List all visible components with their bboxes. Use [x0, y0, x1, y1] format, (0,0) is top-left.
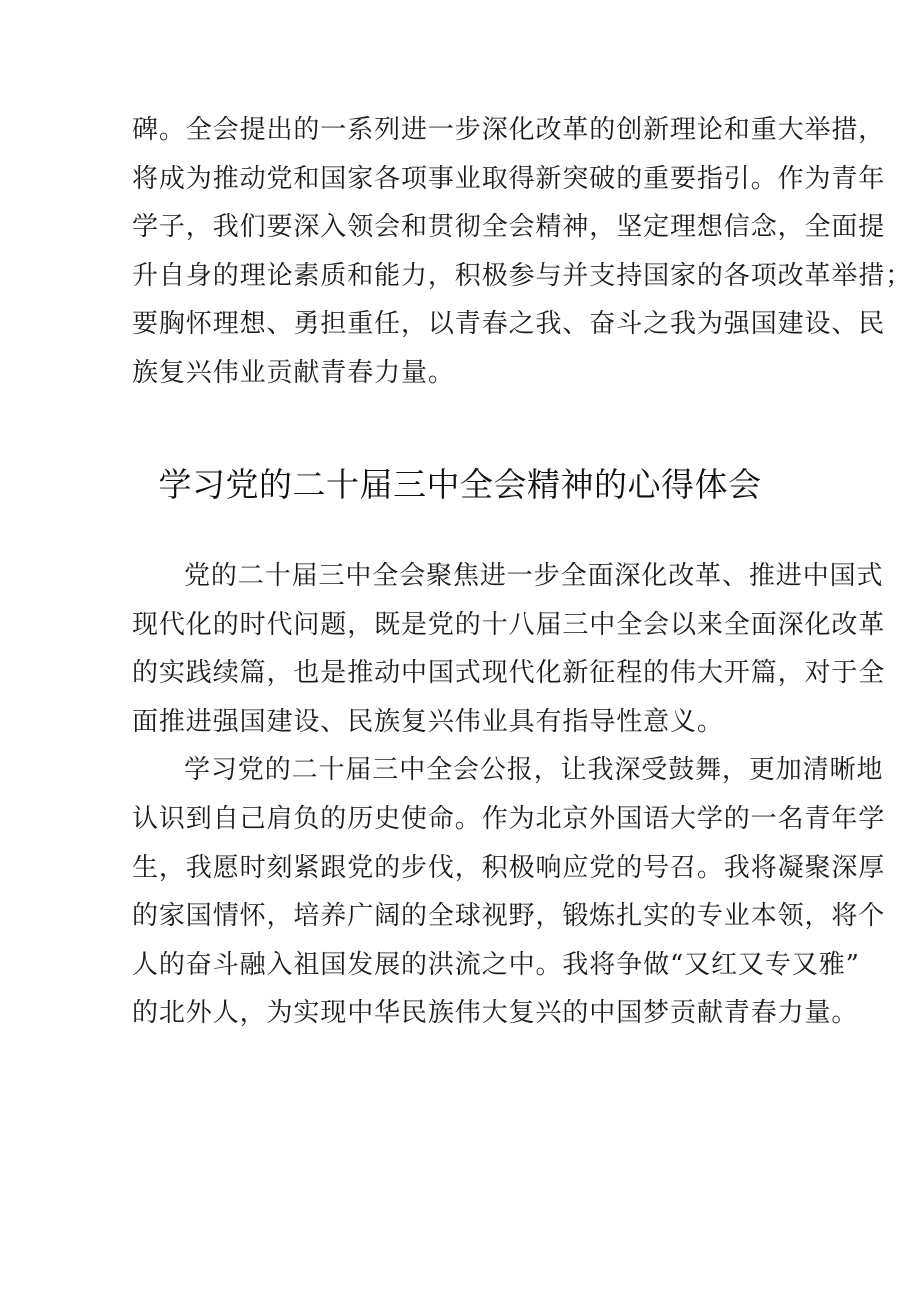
essay-section [132, 552, 886, 1038]
paragraph-line: 族复兴伟业贡献青春力量。 [132, 357, 455, 388]
paragraph-line: 认识到自己肩负的历史使命。作为北京外国语大学的一名青年学 [132, 803, 886, 834]
paragraph-line: 的实践续篇，也是推动中国式现代化新征程的伟大开篇，对于全 [132, 658, 886, 689]
document-title: 学习党的二十届三中全会精神的心得体会 [158, 465, 762, 504]
continued-paragraph [132, 106, 913, 398]
paragraph-line: 的家国情怀，培养广阔的全球视野，锻炼扎实的专业本领，将个 [132, 901, 886, 932]
paragraph-line: 的北外人，为实现中华民族伟大复兴的中国梦贡献青春力量。 [132, 998, 859, 1029]
paragraph-line: 党的二十届三中全会聚焦进一步全面深化改革、推进中国式 [184, 561, 884, 591]
paragraph-2 [132, 746, 886, 1038]
paragraph-line: 升自身的理论素质和能力，积极参与并支持国家的各项改革举措； [132, 260, 913, 291]
paragraph-line: 学子，我们要深入领会和贯彻全会精神，坚定理想信念，全面提 [132, 212, 886, 243]
paragraph-line: 现代化的时代问题，既是党的十八届三中全会以来全面深化改革 [132, 609, 886, 640]
paragraph-line: 人的奋斗融入祖国发展的洪流之中。我将争做“又红又专又雅” [132, 949, 860, 980]
paragraph-1 [132, 552, 886, 746]
paragraph-line: 要胸怀理想、勇担重任，以青春之我、奋斗之我为强国建设、民 [132, 309, 886, 340]
paragraph-line: 生，我愿时刻紧跟党的步伐，积极响应党的号召。我将凝聚深厚 [132, 852, 886, 883]
paragraph-line: 将成为推动党和国家各项事业取得新突破的重要指引。作为青年 [132, 163, 886, 194]
paragraph-line: 面推进强国建设、民族复兴伟业具有指导性意义。 [132, 706, 724, 737]
paragraph-line: 学习党的二十届三中全会公报，让我深受鼓舞，更加清晰地 [184, 755, 884, 786]
paragraph-line: 碑。全会提出的一系列进一步深化改革的创新理论和重大举措， [132, 115, 886, 145]
